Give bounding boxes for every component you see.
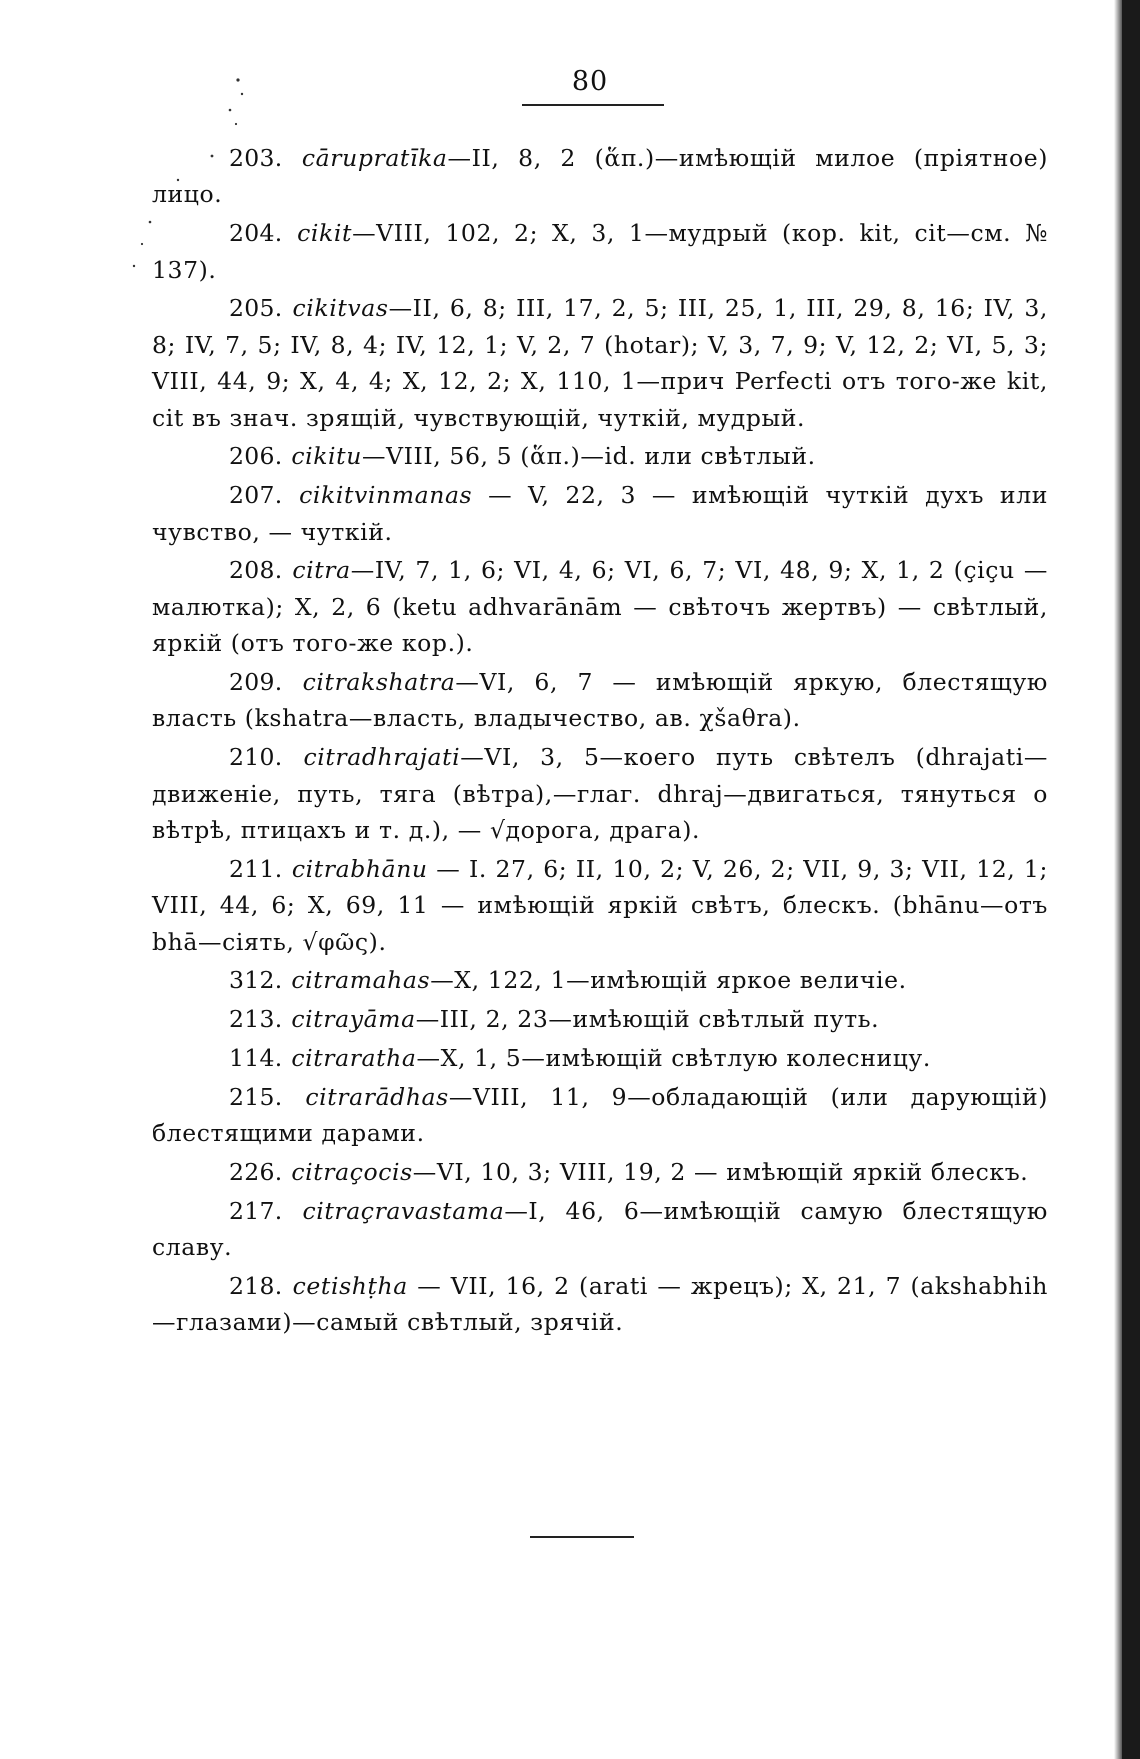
dictionary-entry (152, 664, 1048, 737)
entry-headword: citradhrajati (303, 743, 461, 772)
entry-number: 204. (229, 219, 283, 248)
dictionary-entry (152, 1001, 1048, 1037)
entry-headword: citraçocis (291, 1158, 413, 1187)
entry-number: 312. (229, 966, 283, 995)
dictionary-entry (152, 552, 1048, 661)
scanned-page-edge (1122, 0, 1140, 1759)
entry-number: 215. (229, 1082, 283, 1111)
dictionary-entry (152, 962, 1048, 998)
dictionary-entry (152, 1040, 1048, 1076)
entry-headword: cikitvas (292, 294, 389, 323)
entry-number: 213. (229, 1005, 283, 1034)
dictionary-entry (152, 851, 1048, 960)
entry-number: 211. (229, 854, 283, 883)
dictionary-entry (152, 1154, 1048, 1190)
dictionary-entry (152, 1079, 1048, 1152)
page-number: 80 (571, 66, 609, 97)
entry-definition: —VI, 6, 7 — имѣющій яркую, блестящую власть (kshatra—власть, владычество, ав. χšaθra). (152, 668, 1048, 733)
entry-definition: —VIII, 102, 2; X, 3, 1—мудрый (кор. kit, cit—см. № 137). (152, 219, 1048, 284)
entry-headword: cikitvinmanas (299, 481, 473, 510)
entry-headword: citraçravastama (302, 1196, 505, 1225)
entry-definition: —VIII, 56, 5 (ἅπ.)—id. или свѣтлый. (361, 442, 816, 471)
entry-headword: citrayāma (291, 1005, 416, 1034)
dictionary-entries (152, 140, 1048, 1343)
entry-number: 209. (229, 668, 283, 697)
entry-headword: citrabhānu (291, 854, 428, 883)
entry-number: 226. (229, 1158, 283, 1187)
dictionary-entry (152, 739, 1048, 848)
entry-definition: —II, 6, 8; III, 17, 2, 5; III, 25, 1, III, 29, 8, 16; IV, 3, 8; IV, 7, 5; IV, 8, 4; IV, 12, 1; V, 2, 7 (hotar); V, 3, 7, 9; V, 12, 2; VI, 5, 3; VIII, 44, 9; X, 4, 4; X, 12, 2; X, 110, 1—прич Perfecti отъ того-же kit, cit въ знач. зрящій, чувствующій, чуткій, мудрый. (152, 294, 1048, 432)
entry-headword: citrarādhas (305, 1082, 449, 1111)
entry-headword: citra (292, 556, 351, 585)
entry-headword: citrakshatra (302, 668, 456, 697)
entry-definition: —II, 8, 2 (ἅπ.)—имѣющій милое (пріятное) лицо. (152, 144, 1048, 209)
entry-number: 114. (229, 1044, 283, 1073)
entry-definition: —X, 1, 5—имѣющій свѣтлую колесницу. (416, 1044, 931, 1073)
entry-headword: cikit (297, 219, 353, 248)
dictionary-entry (152, 1268, 1048, 1341)
entry-definition: —I, 46, 6—имѣющій самую блестящую славу. (152, 1196, 1048, 1262)
dictionary-entry (152, 290, 1048, 436)
entry-number: 206. (229, 442, 283, 471)
entry-number: 203. (229, 144, 283, 172)
entry-definition: — V, 22, 3 — имѣющій чуткій духъ или чувство, — чуткій. (152, 481, 1048, 546)
entry-headword: citraratha (291, 1044, 417, 1073)
entry-headword: cārupratīka (301, 144, 448, 172)
entry-definition: —X, 122, 1—имѣющій яркое величіе. (430, 966, 907, 995)
entry-headword: cetishṭha (292, 1272, 408, 1301)
dictionary-entry (152, 438, 1048, 474)
entry-definition: — I. 27, 6; II, 10, 2; V, 26, 2; VII, 9, 3; VII, 12, 1; VIII, 44, 6; X, 69, 11 — имѣющій яркій свѣтъ, блескъ. (bhānu—отъ bhā—сіять, √φῶς). (152, 854, 1048, 956)
page-edge-shadow (1114, 0, 1122, 1759)
end-rule (530, 1536, 634, 1538)
entry-definition: —VI, 10, 3; VIII, 19, 2 — имѣющій яркій блескъ. (412, 1158, 1029, 1187)
dictionary-entry (152, 215, 1048, 288)
entry-definition: — VII, 16, 2 (arati — жрецъ); X, 21, 7 (akshabhih—глазами)—самый свѣтлый, зрячій. (152, 1272, 1048, 1337)
entry-number: 208. (229, 556, 283, 585)
entry-number: 210. (229, 743, 283, 772)
entry-number: 205. (229, 294, 283, 323)
entry-definition: —III, 2, 23—имѣющій свѣтлый путь. (415, 1005, 880, 1034)
page-number-rule (522, 104, 664, 106)
entry-headword: citramahas (291, 966, 431, 995)
dictionary-entry (152, 1193, 1048, 1266)
entry-headword: cikitu (291, 442, 362, 471)
entry-number: 207. (229, 481, 283, 510)
entry-definition: —VIII, 11, 9—обладающій (или дарующій) блестящими дарами. (152, 1082, 1048, 1148)
entry-definition: —IV, 7, 1, 6; VI, 4, 6; VI, 6, 7; VI, 48, 9; X, 1, 2 (çiçu — малютка); X, 2, 6 (ketu adhvarānām — свѣточъ жертвъ) — свѣтлый, яркій (отъ того-же кор.). (152, 556, 1048, 658)
entry-definition: —VI, 3, 5—коего путь свѣтелъ (dhrajati—движеніе, путь, тяга (вѣтра),—глаг. dhraj—двигаться, тянуться о вѣтрѣ, птицахъ и т. д.), — √дорога, драга). (152, 743, 1048, 845)
dictionary-entry (152, 140, 1048, 213)
entry-number: 218. (229, 1272, 283, 1301)
entry-number: 217. (229, 1196, 283, 1225)
dictionary-entry (152, 477, 1048, 550)
